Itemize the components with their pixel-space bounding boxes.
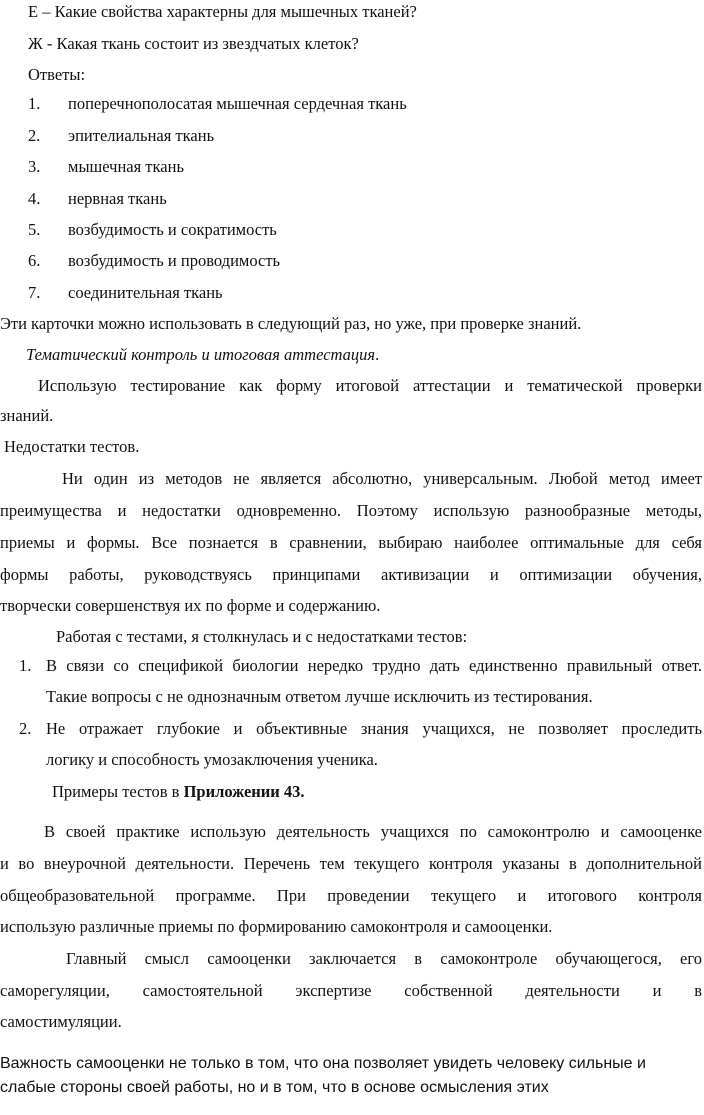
paragraph-importance-line: слабые стороны своей работы, но и в том, что в основе осмысления этих — [0, 1079, 549, 1096]
examples-reference — [52, 782, 704, 802]
paragraph-practice-line: использую различные приемы по формированию самоконтроля и самооценки. — [0, 917, 553, 936]
drawback-number: 2. — [19, 719, 32, 738]
paragraph-methods-line: Ни один из методов не является абсолютно, универсальным. Любой метод имеет — [62, 469, 702, 488]
heading-control-text: Тематический контроль и итоговая аттестация — [26, 345, 376, 364]
answer-text: мышечная ткань — [68, 157, 184, 176]
answer-text: соединительная ткань — [68, 283, 223, 302]
answer-number: 5. — [28, 220, 41, 239]
answer-text: эпителиальная ткань — [68, 126, 215, 145]
answer-number: 1. — [28, 94, 41, 113]
paragraph-methods-line: формы работы, руководствуясь принципами активизации и оптимизации обучения, — [0, 565, 702, 584]
heading-control — [26, 345, 704, 365]
paragraph-importance-line: Важность самооценки не только в том, что она позволяет увидеть человеку сильные и — [0, 1055, 646, 1072]
heading-control-dot: . — [375, 345, 380, 364]
question-e: Е – Какие свойства характерны для мышечных тканей? — [28, 2, 417, 21]
drawback-number: 1. — [19, 656, 32, 675]
drawback-text: логику и способность умозаключения ученика. — [46, 750, 378, 769]
paragraph-meaning-line: Главный смысл самооценки заключается в самоконтроле обучающегося, его — [66, 949, 702, 968]
paragraph-testing-line: знаний. — [0, 406, 54, 425]
examples-prefix: Примеры тестов в — [52, 782, 184, 801]
paragraph-testing-line: Использую тестирование как форму итоговой аттестации и тематической проверки — [38, 376, 702, 395]
paragraph-cards: Эти карточки можно использовать в следующий раз, но уже, при проверке знаний. — [0, 314, 582, 333]
answers-title: Ответы: — [28, 65, 86, 84]
answer-number: 3. — [28, 157, 41, 176]
paragraph-practice-line: В своей практике использую деятельность учащихся по самоконтролю и самооценке — [44, 822, 702, 841]
paragraph-practice-line: общеобразовательной программе. При проведении текущего и итогового контроля — [0, 886, 702, 905]
drawback-text: Не отражает глубокие и объективные знания учащихся, не позволяет проследить — [46, 719, 702, 738]
paragraph-methods-line: творчески совершенствуя их по форме и содержанию. — [0, 596, 381, 615]
heading-drawbacks: Недостатки тестов. — [4, 437, 140, 456]
answer-number: 7. — [28, 283, 41, 302]
paragraph-working: Работая с тестами, я столкнулась и с недостатками тестов: — [56, 627, 468, 646]
drawback-text: Такие вопросы с не однозначным ответом лучше исключить из тестирования. — [46, 687, 593, 706]
paragraph-methods-line: приемы и формы. Все познается в сравнении, выбираю наиболее оптимальные для себя — [0, 533, 702, 552]
answer-text: нервная ткань — [68, 189, 167, 208]
answer-text: возбудимость и проводимость — [68, 251, 281, 270]
question-zh: Ж - Какая ткань состоит из звездчатых клеток? — [28, 34, 359, 53]
paragraph-methods-line: преимущества и недостатки одновременно. Поэтому использую разнообразные методы, — [0, 501, 702, 520]
paragraph-meaning-line: самостимуляции. — [0, 1012, 122, 1031]
answer-number: 4. — [28, 189, 41, 208]
paragraph-meaning-line: саморегуляции, самостоятельной экспертизе собственной деятельности и в — [0, 981, 702, 1000]
answer-text: поперечнополосатая мышечная сердечная ткань — [68, 94, 407, 113]
paragraph-practice-line: и во внеурочной деятельности. Перечень тем текущего контроля указаны в дополнительной — [0, 854, 702, 873]
answer-text: возбудимость и сократимость — [68, 220, 277, 239]
answer-number: 6. — [28, 251, 41, 270]
answer-number: 2. — [28, 126, 41, 145]
drawback-text: В связи со спецификой биологии нередко трудно дать единственно правильный ответ. — [46, 656, 702, 675]
appendix-reference: Приложении 43. — [183, 782, 305, 801]
